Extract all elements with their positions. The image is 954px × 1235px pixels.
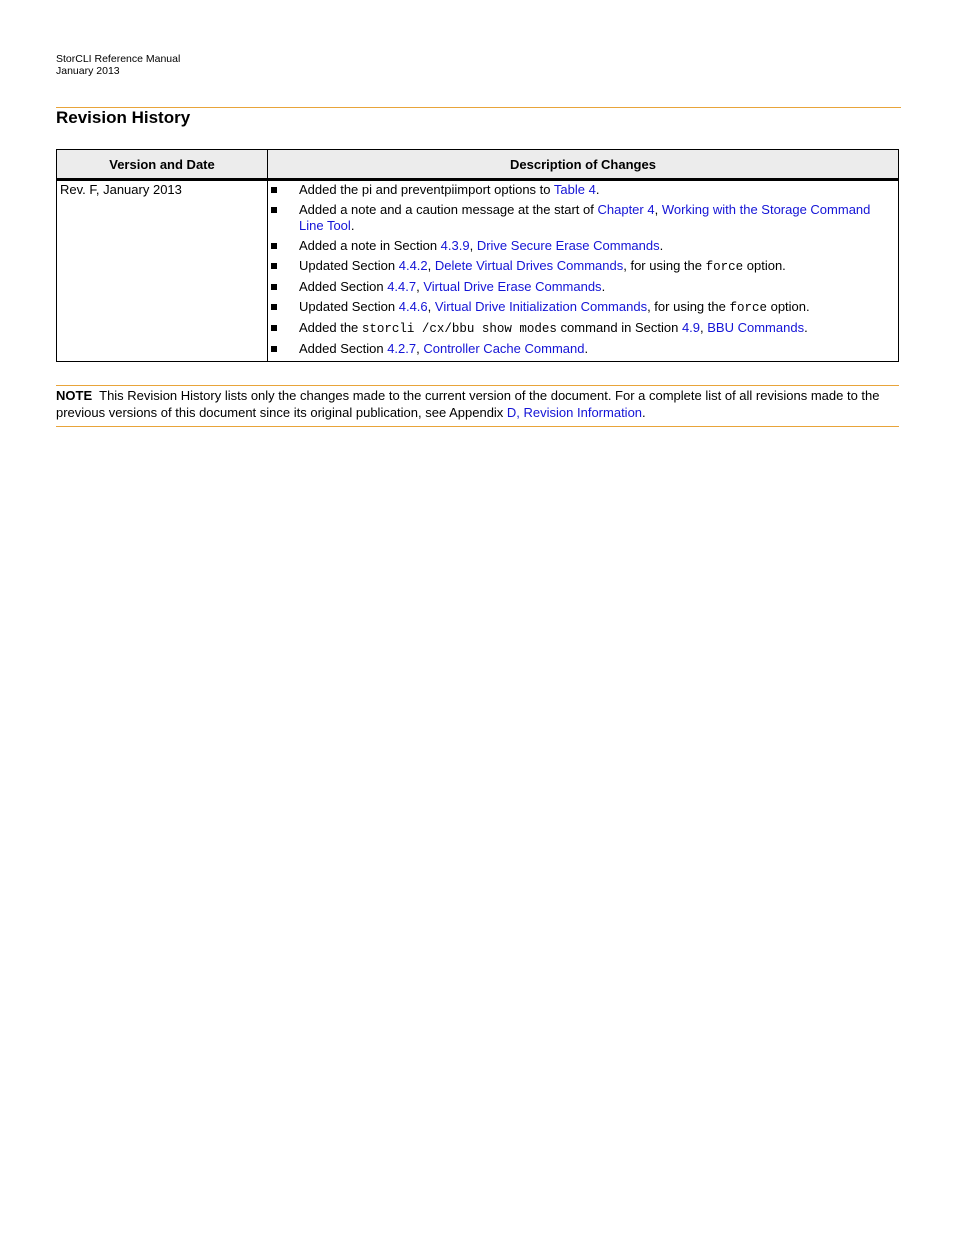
table-header-row	[57, 150, 899, 180]
link-section-4-4-7-title[interactable]: Virtual Drive Erase Commands	[423, 279, 602, 294]
note-label: NOTE	[56, 388, 93, 403]
link-section-4-3-9[interactable]: 4.3.9	[440, 238, 470, 253]
link-appendix-d[interactable]: D, Revision Information	[506, 405, 643, 420]
changes-cell	[268, 180, 899, 362]
inline-code: storcli /cx/bbu show modes	[361, 322, 557, 336]
link-section-4-9-title[interactable]: BBU Commands	[707, 320, 805, 335]
note-top-rule	[56, 385, 899, 386]
link-section-4-2-7[interactable]: 4.2.7	[387, 341, 417, 356]
list-item: Updated Section 4.4.6, Virtual Drive Initialization Commands, for using the force option.	[268, 299, 894, 316]
link-section-4-4-2-title[interactable]: Delete Virtual Drives Commands	[434, 258, 624, 273]
inline-code: force	[729, 301, 767, 315]
square-bullet-icon	[271, 304, 277, 310]
link-section-4-4-7[interactable]: 4.4.7	[387, 279, 417, 294]
list-item: Added Section 4.2.7, Controller Cache Command.	[268, 341, 894, 357]
list-item: Added Section 4.4.7, Virtual Drive Erase Commands.	[268, 279, 894, 295]
column-header-version: Version and Date	[57, 150, 268, 180]
list-item: Added the pi and preventpiimport options to Table 4.	[268, 182, 894, 198]
running-header	[56, 53, 180, 77]
version-cell: Rev. F, January 2013	[57, 180, 268, 362]
square-bullet-icon	[271, 346, 277, 352]
note-text: This Revision History lists only the changes made to the current version of the document. For a complete list of all revisions made to the previous versions of this document since its original publication, see Appendix	[56, 388, 880, 420]
link-section-4-2-7-title[interactable]: Controller Cache Command	[423, 341, 585, 356]
link-section-4-4-2[interactable]: 4.4.2	[398, 258, 428, 273]
square-bullet-icon	[271, 187, 277, 193]
doc-title: StorCLI Reference Manual	[56, 53, 181, 65]
link-section-4-4-6-title[interactable]: Virtual Drive Initialization Commands	[434, 299, 648, 314]
link-chapter-4-title[interactable]: Working with the Storage Command Line Tool	[299, 202, 871, 233]
changes-list	[268, 181, 898, 361]
square-bullet-icon	[271, 284, 277, 290]
doc-date: January 2013	[56, 65, 120, 77]
inline-code: force	[705, 260, 744, 274]
square-bullet-icon	[271, 325, 277, 331]
list-item: Added a note in Section 4.3.9, Drive Secure Erase Commands.	[268, 238, 894, 254]
list-item: Updated Section 4.4.2, Delete Virtual Drives Commands, for using the force option.	[268, 258, 894, 275]
note-block: NOTE This Revision History lists only the changes made to the current version of the document. For a complete list of all revisions made to the previous versions of this document since its original publication, see Appendix D, Revision Information.	[56, 388, 880, 420]
link-section-4-4-6[interactable]: 4.4.6	[398, 299, 428, 314]
table-row	[57, 180, 899, 362]
link-table-4[interactable]: Table 4	[553, 182, 596, 197]
section-title: Revision History	[56, 108, 191, 127]
column-header-description: Description of Changes	[268, 150, 899, 180]
note-bottom-rule	[56, 426, 899, 427]
square-bullet-icon	[271, 207, 277, 213]
link-chapter-4[interactable]: Chapter 4	[597, 202, 655, 217]
link-section-4-9[interactable]: 4.9	[681, 320, 701, 335]
revision-table	[56, 149, 899, 362]
square-bullet-icon	[271, 243, 277, 249]
square-bullet-icon	[271, 263, 277, 269]
list-item: Added a note and a caution message at the start of Chapter 4, Working with the Storage Command Line Tool.	[268, 202, 894, 234]
link-section-4-3-9-title[interactable]: Drive Secure Erase Commands	[476, 238, 660, 253]
list-item: Added the storcli /cx/bbu show modes command in Section 4.9, BBU Commands.	[268, 320, 894, 337]
